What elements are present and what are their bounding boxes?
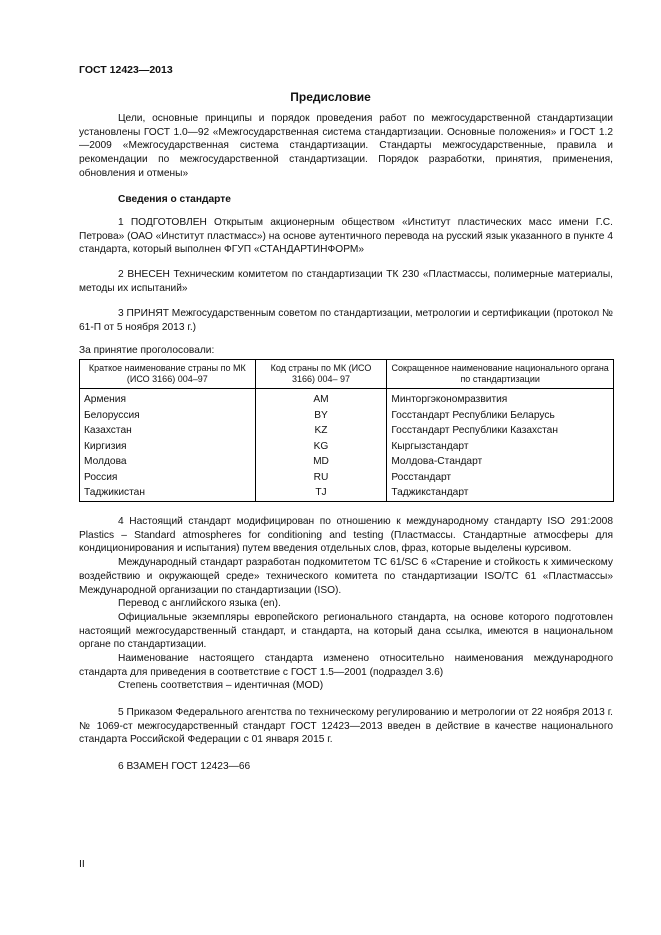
- code-cell: TJ: [255, 485, 387, 501]
- page-number: II: [79, 858, 85, 870]
- table-row: [80, 408, 614, 424]
- table-header-row: [80, 360, 614, 389]
- column-header-code: Код страны по МК (ИСО 3166) 004– 97: [255, 360, 387, 389]
- standards-body-cell: Госстандарт Республики Беларусь: [387, 408, 614, 424]
- standards-body-cell: Росстандарт: [387, 470, 614, 486]
- standards-body-cell: Таджикстандарт: [387, 485, 614, 501]
- country-cell: Казахстан: [80, 423, 256, 439]
- code-cell: BY: [255, 408, 387, 424]
- subheading-standard-info: Сведения о стандарте: [118, 194, 231, 205]
- column-header-country: Краткое наименование страны по МК (ИСО 3166) 004–97: [80, 360, 256, 389]
- item-4-paragraph-1: 4 Настоящий стандарт модифицирован по отношению к международному стандарту ISO 291:2008 Plastics – Standard atmospheres for conditioning and testing (Пластмассы. Стандартные атмосферы для кондиционирования и испытания) путем введения отдельных слов, фраз, которые выделены курсивом.: [79, 516, 613, 555]
- item-4-paragraph-5: Наименование настоящего стандарта изменено относительно наименования международного стандарта для приведения в соответствие с ГОСТ 1.5—2001 (подраздел 3.6): [79, 653, 613, 678]
- country-cell: Россия: [80, 470, 256, 486]
- code-cell: AM: [255, 389, 387, 408]
- item-4-paragraph-6: Степень соответствия – идентичная (MOD): [118, 680, 324, 692]
- country-cell: Киргизия: [80, 439, 256, 455]
- item-6-section: [79, 760, 613, 774]
- intro-section: [79, 112, 613, 181]
- item-3-section: [79, 307, 613, 334]
- standards-body-cell: Минторгэкономразвития: [387, 389, 614, 408]
- item-5-paragraph: 5 Приказом Федерального агентства по техническому регулированию и метрологии от 22 ноября 2013 г. № 1069-ст межгосударственный стандарт ГОСТ 12423—2013 введен в действие в качестве национального стандарта Российской Федерации с 01 января 2015 г.: [79, 707, 613, 746]
- country-cell: Молдова: [80, 454, 256, 470]
- standards-body-cell: Кыргызстандарт: [387, 439, 614, 455]
- table-row: [80, 389, 614, 408]
- item-4-paragraph-4: Официальные экземпляры европейского регионального стандарта, на основе которого подготовлен настоящий межгосударственный стандарт, и стандарта, на который дана ссылка, имеются в национальном органе по стандартизации.: [79, 611, 613, 651]
- standards-body-cell: Госстандарт Республики Казахстан: [387, 423, 614, 439]
- country-cell: Таджикистан: [80, 485, 256, 501]
- page-title: Предисловие: [290, 90, 371, 104]
- table-row: [80, 470, 614, 486]
- item-6-paragraph: 6 ВЗАМЕН ГОСТ 12423—66: [118, 761, 251, 772]
- item-4-paragraph-2: Международный стандарт разработан подкомитетом ТС 61/SC 6 «Старение и стойкость к химическому воздействию и окружающей среде» технического комитета по стандартизации ISO/TC 61 «Пластмассы» Международной организации по стандартизации (ISO).: [79, 557, 613, 596]
- table-row: [80, 454, 614, 470]
- item-4-section: [79, 515, 613, 693]
- vote-label: За принятие проголосовали:: [79, 345, 215, 356]
- item-3-paragraph: 3 ПРИНЯТ Межгосударственным советом по стандартизации, метрологии и сертификации (протокол № 61-П от 5 ноября 2013 г.): [79, 308, 613, 333]
- item-5-section: [79, 706, 613, 747]
- code-cell: RU: [255, 470, 387, 486]
- table-row: [80, 439, 614, 455]
- item-1-paragraph: 1 ПОДГОТОВЛЕН Открытым акционерным обществом «Институт пластических масс имени Г.С. Петрова» (ОАО «Институт пластмасс») на основе аутентичного перевода на русский язык указанного в пункте 4 стандарта, который выполнен ФГУП «СТАНДАРТИНФОРМ»: [79, 217, 613, 256]
- code-cell: MD: [255, 454, 387, 470]
- table-row: [80, 485, 614, 501]
- item-4-paragraph-3: Перевод с английского языка (en).: [118, 598, 281, 610]
- item-2-paragraph: 2 ВНЕСЕН Техническим комитетом по стандартизации ТК 230 «Пластмассы, полимерные материалы, методы их испытаний»: [79, 269, 613, 294]
- table-row: [80, 423, 614, 439]
- code-cell: KG: [255, 439, 387, 455]
- voting-states-table: [79, 359, 614, 502]
- standards-body-cell: Молдова-Стандарт: [387, 454, 614, 470]
- column-header-standards-body: Сокращенное наименование национального органа по стандартизации: [387, 360, 614, 389]
- intro-paragraph: Цели, основные принципы и порядок проведения работ по межгосударственной стандартизации установлены ГОСТ 1.0—92 «Межгосударственная система стандартизации. Основные положения» и ГОСТ 1.2—2009 «Межгосударственная система стандартизации. Стандарты межгосударственные, правила и рекомендации по межгосударственной стандартизации. Порядок разработки, принятия, применения, обновления и отмены»: [79, 113, 613, 179]
- item-2-section: [79, 268, 613, 295]
- country-cell: Белоруссия: [80, 408, 256, 424]
- document-code-header: ГОСТ 12423—2013: [79, 64, 173, 76]
- country-cell: Армения: [80, 389, 256, 408]
- code-cell: KZ: [255, 423, 387, 439]
- item-1-section: [79, 216, 613, 257]
